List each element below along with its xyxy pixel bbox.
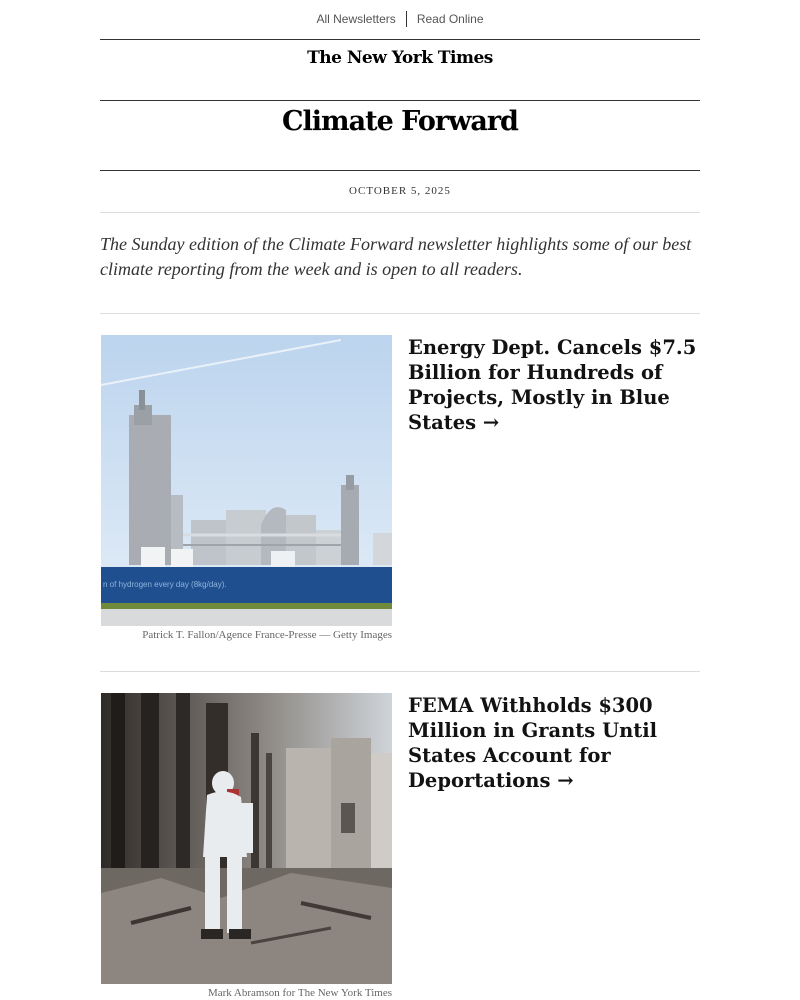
link-separator: [406, 11, 407, 27]
divider: [100, 212, 700, 213]
story-photo[interactable]: [101, 693, 392, 984]
read-online-link[interactable]: Read Online: [416, 12, 484, 26]
svg-text:n of hydrogen every day (8kg/d: n of hydrogen every day (8kg/day).: [103, 580, 227, 589]
divider: [100, 671, 700, 672]
photo-credit: Patrick T. Fallon/Agence France-Presse — Getty Images: [142, 629, 392, 641]
story-headline-link[interactable]: FEMA Withholds $300 Million in Grants Until States Account for Deportations →: [408, 694, 658, 792]
newsletter-title: Climate Forward: [282, 106, 518, 137]
wildfire-debris-image: [101, 693, 392, 984]
issue-date: OCTOBER 5, 2025: [349, 185, 451, 197]
intro-text: The Sunday edition of the Climate Forward newsletter highlights some of our best climate reporting from the week and is open to all readers.: [100, 234, 692, 279]
nyt-logo[interactable]: The New York Times: [307, 48, 493, 68]
industrial-plant-image: [101, 335, 392, 626]
divider: [100, 100, 700, 101]
top-links: [0, 11, 800, 27]
divider: [100, 170, 700, 171]
divider: [100, 39, 700, 40]
photo-credit: Mark Abramson for The New York Times: [207, 987, 392, 999]
story-headline-link[interactable]: Energy Dept. Cancels $7.5 Billion for Hundreds of Projects, Mostly in Blue States →: [408, 336, 697, 434]
story-photo[interactable]: [101, 335, 392, 626]
all-newsletters-link[interactable]: All Newsletters: [316, 12, 396, 26]
divider: [100, 313, 700, 314]
